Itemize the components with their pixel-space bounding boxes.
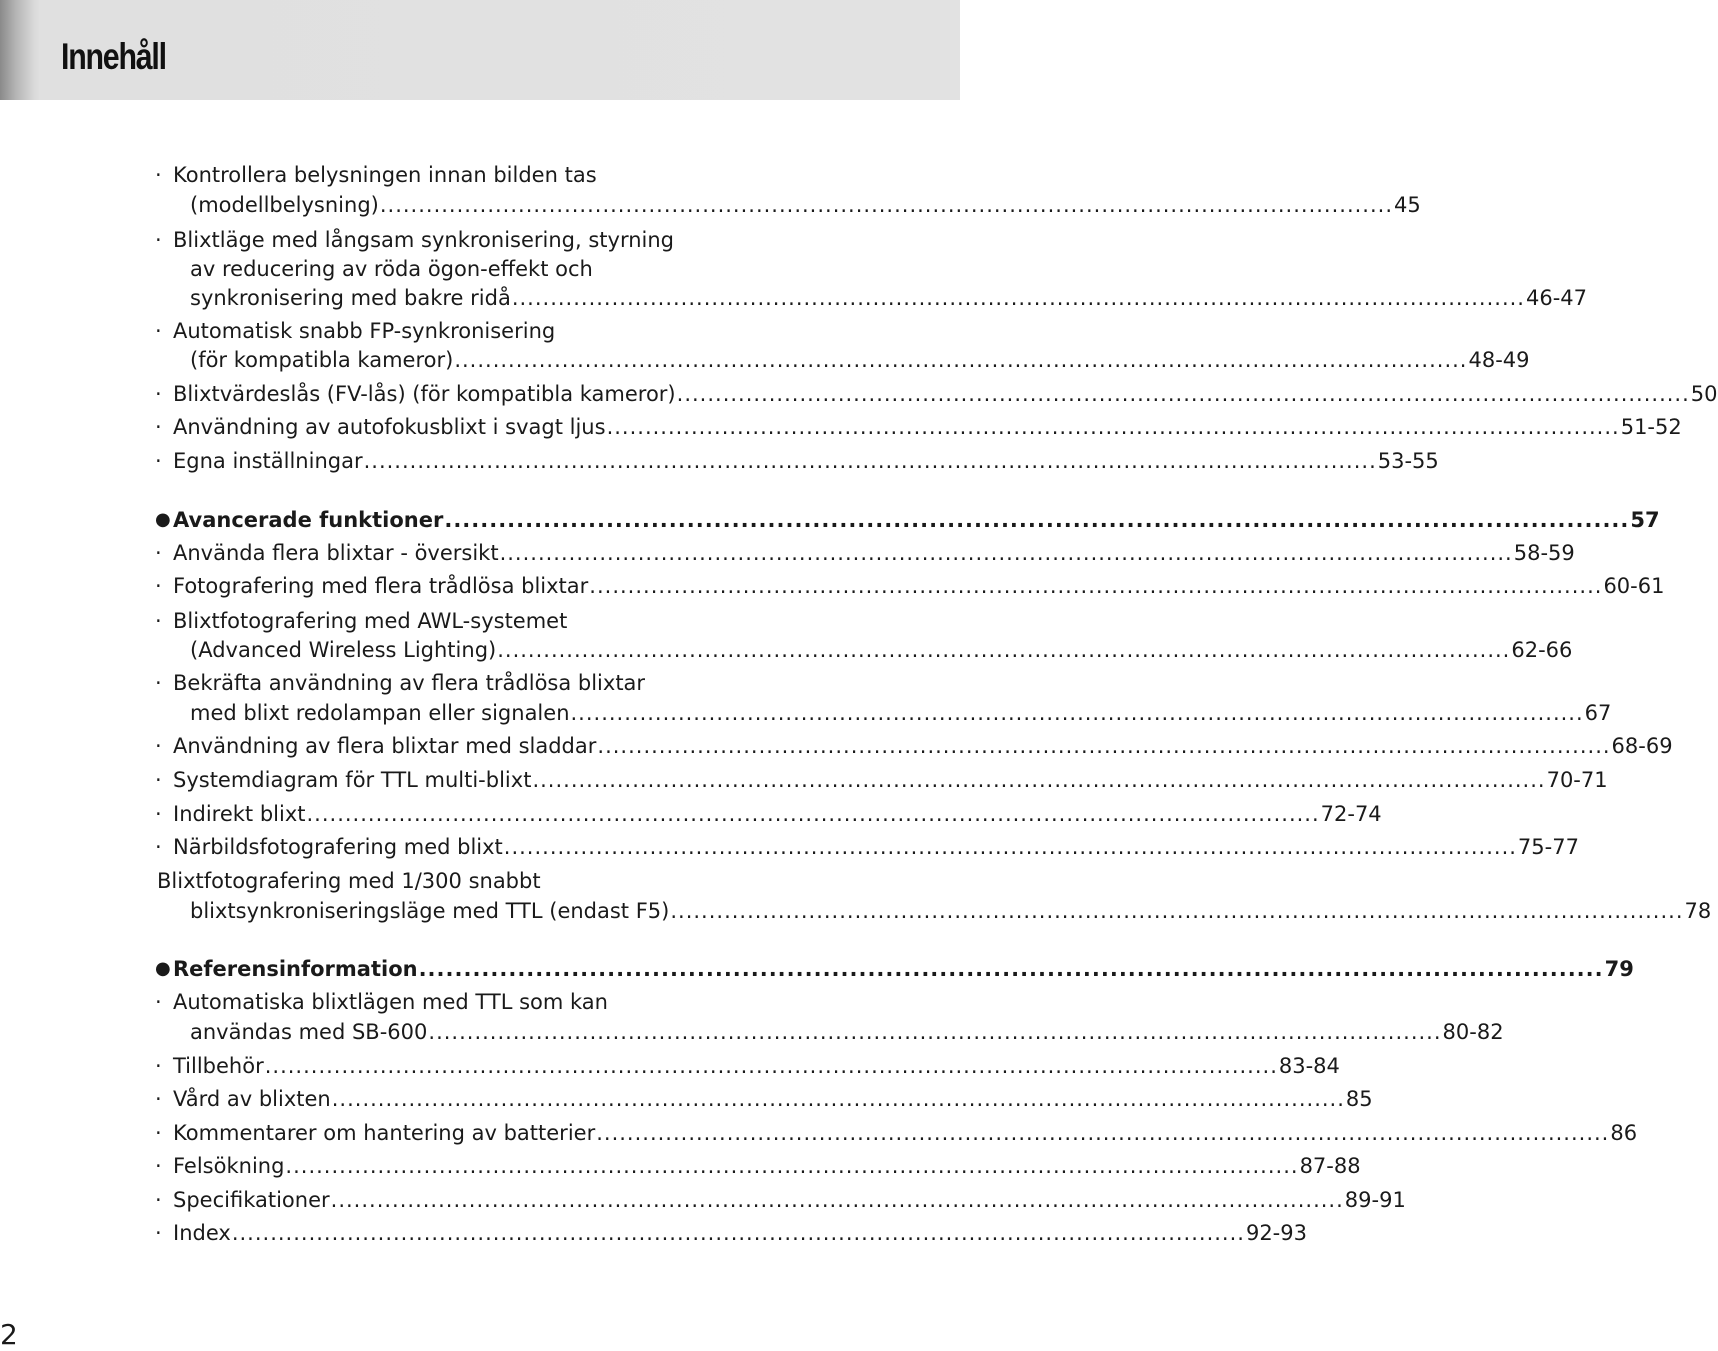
page-title: Innehåll <box>61 36 166 77</box>
dot-leader: .................................................................................................................................... <box>570 701 1584 725</box>
toc-entry[interactable] <box>0 160 960 190</box>
page-ref: 87-88 <box>1299 1154 1361 1178</box>
entry-text: (för kompatibla kameror) <box>190 348 454 372</box>
bullet-marker: ● <box>155 958 171 979</box>
bullet-marker: · <box>155 1154 162 1178</box>
dot-leader: .................................................................................................................................... <box>444 508 1630 532</box>
dot-leader: .................................................................................................................................... <box>670 899 1684 923</box>
entry-text: Närbildsfotografering med blixt <box>173 835 503 859</box>
page-ref: 48-49 <box>1468 348 1530 372</box>
entry-text: användas med SB-600 <box>190 1020 428 1044</box>
entry-text: Bekräfta användning av flera trådlösa blixtar <box>173 671 646 695</box>
page-ref: 72-74 <box>1320 802 1382 826</box>
toc-entry[interactable] <box>0 254 960 284</box>
toc-section-heading[interactable] <box>0 505 1660 535</box>
bullet-marker: · <box>155 228 162 252</box>
page-ref: 83-84 <box>1278 1054 1340 1078</box>
page-ref: 85 <box>1345 1087 1373 1111</box>
page-ref: 79 <box>1604 957 1634 981</box>
title-band <box>0 0 960 100</box>
page-ref: 57 <box>1630 508 1660 532</box>
dot-leader: .................................................................................................................................... <box>330 1188 1344 1212</box>
entry-text: Blixtfotografering med AWL-systemet <box>173 609 568 633</box>
toc-entry[interactable] <box>0 412 1682 442</box>
toc-section-heading[interactable] <box>0 954 1634 984</box>
toc-entry[interactable] <box>0 538 1575 568</box>
entry-text: med blixt redolampan eller signalen <box>190 701 570 725</box>
entry-text: synkronisering med bakre ridå <box>190 286 511 310</box>
toc-entry[interactable] <box>0 190 1421 220</box>
page-ref: 45 <box>1394 193 1421 217</box>
toc-entry[interactable] <box>0 345 1530 375</box>
toc-entry[interactable] <box>0 799 1382 829</box>
entry-text: Specifikationer <box>173 1188 330 1212</box>
dot-leader: .................................................................................................................................... <box>497 638 1511 662</box>
page-ref: 51-52 <box>1620 415 1682 439</box>
entry-text: blixtsynkroniseringsläge med TTL (endast F5) <box>190 899 670 923</box>
toc-entry[interactable] <box>0 571 1665 601</box>
toc-entry[interactable] <box>0 896 1712 926</box>
page-number: 2 <box>0 1318 18 1351</box>
page-ref: 68-69 <box>1611 734 1673 758</box>
page-ref: 58-59 <box>1513 541 1575 565</box>
page-ref: 92-93 <box>1245 1221 1307 1245</box>
entry-text: Användning av flera blixtar med sladdar <box>173 734 597 758</box>
entry-text: Automatiska blixtlägen med TTL som kan <box>173 990 608 1014</box>
dot-leader: .................................................................................................................................... <box>596 1121 1610 1145</box>
entry-text: Använda flera blixtar - översikt <box>173 541 499 565</box>
entry-text: Egna inställningar <box>173 449 363 473</box>
toc-entry[interactable] <box>0 379 1718 409</box>
bullet-marker: · <box>155 541 162 565</box>
bullet-marker: · <box>155 1221 162 1245</box>
bullet-marker: · <box>155 1054 162 1078</box>
toc-entry[interactable] <box>0 668 960 698</box>
toc-entry[interactable] <box>0 283 1587 313</box>
dot-leader: .................................................................................................................................... <box>264 1054 1278 1078</box>
entry-text: Indirekt blixt <box>173 802 306 826</box>
bullet-marker: · <box>155 1188 162 1212</box>
toc-entry[interactable] <box>0 1017 1504 1047</box>
entry-text: Blixtfotografering med 1/300 snabbt <box>157 869 541 893</box>
page-ref: 50 <box>1690 382 1718 406</box>
dot-leader: .................................................................................................................................... <box>511 286 1525 310</box>
page-ref: 46-47 <box>1525 286 1587 310</box>
dot-leader: .................................................................................................................................... <box>499 541 1513 565</box>
page-ref: 80-82 <box>1442 1020 1504 1044</box>
bullet-marker: · <box>155 990 162 1014</box>
toc-entry[interactable] <box>0 316 960 346</box>
toc-entry[interactable] <box>0 1218 1307 1248</box>
dot-leader: .................................................................................................................................... <box>606 415 1620 439</box>
toc-entry[interactable] <box>0 1051 1340 1081</box>
bullet-marker: · <box>155 802 162 826</box>
bullet-marker: · <box>155 1087 162 1111</box>
bullet-marker: · <box>155 835 162 859</box>
entry-text: Automatisk snabb FP-synkronisering <box>173 319 556 343</box>
page-ref: 60-61 <box>1603 574 1665 598</box>
entry-text: Systemdiagram för TTL multi-blixt <box>173 768 532 792</box>
toc-entry[interactable] <box>0 765 1608 795</box>
entry-text: Kontrollera belysningen innan bilden tas <box>173 163 597 187</box>
dot-leader: .................................................................................................................................... <box>331 1087 1345 1111</box>
toc-entry[interactable] <box>0 987 960 1017</box>
dot-leader: .................................................................................................................................... <box>503 835 1517 859</box>
page-ref: 67 <box>1584 701 1612 725</box>
bullet-marker: · <box>155 319 162 343</box>
page-ref: 78 <box>1684 899 1712 923</box>
toc-entry[interactable] <box>0 606 960 636</box>
page-ref: 62-66 <box>1511 638 1573 662</box>
toc-entry[interactable] <box>0 731 1673 761</box>
page-ref: 86 <box>1610 1121 1638 1145</box>
section-title: Referensinformation <box>173 957 418 981</box>
entry-text: (Advanced Wireless Lighting) <box>190 638 497 662</box>
page-ref: 75-77 <box>1517 835 1579 859</box>
toc-entry[interactable] <box>0 1185 1406 1215</box>
toc-entry[interactable] <box>0 1118 1638 1148</box>
entry-text: Vård av blixten <box>173 1087 331 1111</box>
page-ref: 70-71 <box>1546 768 1608 792</box>
dot-leader: .................................................................................................................................... <box>589 574 1603 598</box>
bullet-marker: · <box>155 449 162 473</box>
bullet-marker: · <box>155 768 162 792</box>
entry-text: Användning av autofokusblixt i svagt ljus <box>173 415 606 439</box>
page-ref: 53-55 <box>1377 449 1439 473</box>
bullet-marker: · <box>155 671 162 695</box>
bullet-marker: · <box>155 609 162 633</box>
dot-leader: .................................................................................................................................... <box>285 1154 1299 1178</box>
dot-leader: .................................................................................................................................... <box>379 193 1393 217</box>
dot-leader: .................................................................................................................................... <box>363 449 1377 473</box>
entry-text: Blixtläge med långsam synkronisering, styrning <box>173 228 675 252</box>
bullet-marker: · <box>155 1121 162 1145</box>
entry-text: Blixtvärdeslås (FV-lås) (för kompatibla kameror) <box>173 382 676 406</box>
dot-leader: .................................................................................................................................... <box>532 768 1546 792</box>
page-ref: 89-91 <box>1344 1188 1406 1212</box>
toc-entry[interactable] <box>0 446 1439 476</box>
toc-entry[interactable] <box>0 1151 1361 1181</box>
dot-leader: .................................................................................................................................... <box>454 348 1468 372</box>
dot-leader: .................................................................................................................................... <box>676 382 1690 406</box>
toc-entry[interactable] <box>0 832 1579 862</box>
toc-entry[interactable] <box>0 1084 1373 1114</box>
entry-text: Index <box>173 1221 231 1245</box>
bullet-marker: · <box>155 574 162 598</box>
dot-leader: .................................................................................................................................... <box>306 802 1320 826</box>
toc-entry[interactable] <box>0 866 960 896</box>
dot-leader: .................................................................................................................................... <box>597 734 1611 758</box>
bullet-marker: · <box>155 734 162 758</box>
toc-entry[interactable] <box>0 635 1573 665</box>
bullet-marker: ● <box>155 509 171 530</box>
dot-leader: .................................................................................................................................... <box>231 1221 1245 1245</box>
dot-leader: .................................................................................................................................... <box>428 1020 1442 1044</box>
bullet-marker: · <box>155 415 162 439</box>
entry-text: Kommentarer om hantering av batterier <box>173 1121 596 1145</box>
bullet-marker: · <box>155 382 162 406</box>
section-title: Avancerade funktioner <box>173 508 444 532</box>
toc-entry[interactable] <box>0 698 1612 728</box>
entry-text: av reducering av röda ögon-effekt och <box>190 257 593 281</box>
entry-text: Felsökning <box>173 1154 285 1178</box>
bullet-marker: · <box>155 163 162 187</box>
dot-leader: .................................................................................................................................... <box>418 957 1604 981</box>
entry-text: Tillbehör <box>173 1054 264 1078</box>
entry-text: Fotografering med flera trådlösa blixtar <box>173 574 589 598</box>
toc-entry[interactable] <box>0 225 960 255</box>
entry-text: (modellbelysning) <box>190 193 379 217</box>
